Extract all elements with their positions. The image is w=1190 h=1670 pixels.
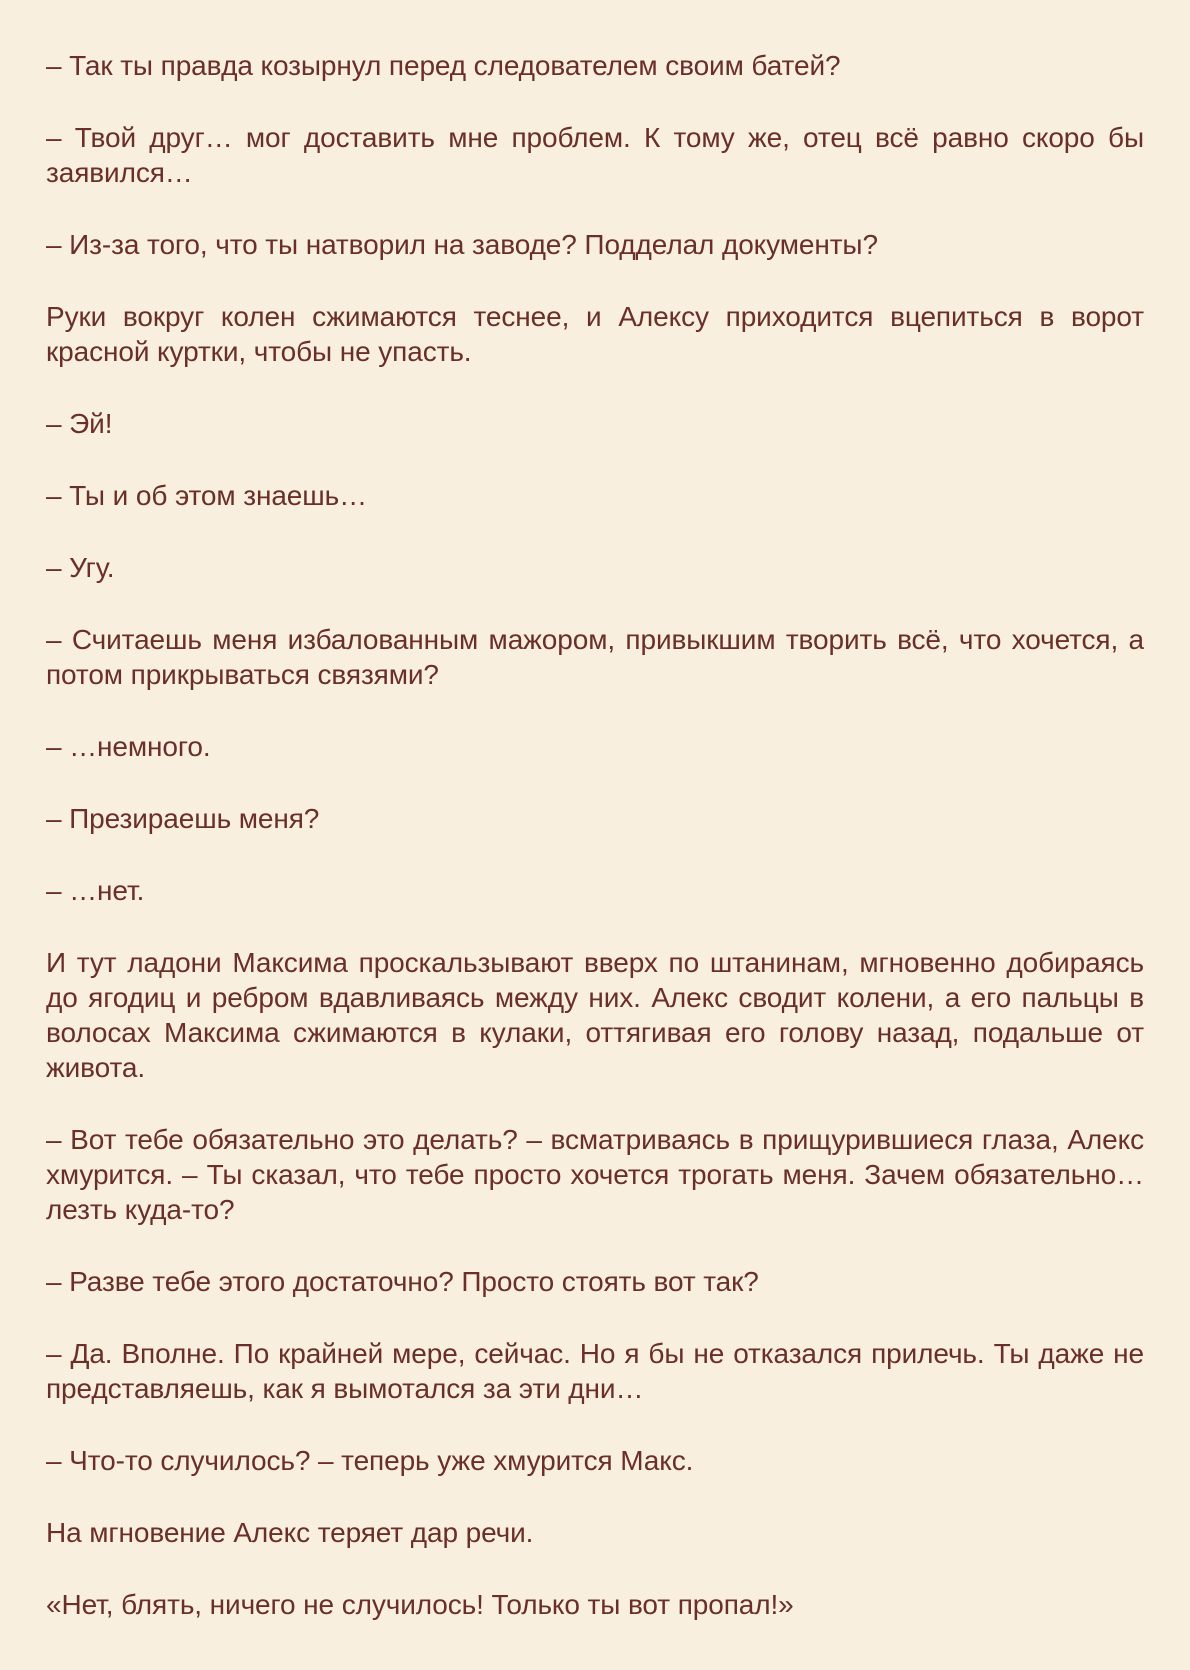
paragraph: На мгновение Алекс теряет дар речи.	[46, 1517, 534, 1548]
paragraph: – Из-за того, что ты натворил на заводе? Подделал документы?	[46, 229, 878, 260]
paragraph: – Разве тебе этого достаточно? Просто стоять вот так?	[46, 1266, 759, 1297]
paragraph: – …немного.	[46, 731, 211, 762]
paragraph: – Твой друг… мог доставить мне проблем. К тому же, отец всё равно скоро бы заявился…	[46, 122, 1144, 188]
paragraph: – …нет.	[46, 875, 145, 906]
paragraph: – Да. Вполне. По крайней мере, сейчас. Но я бы не отказался прилечь. Ты даже не представляешь, как я вымотался за эти дни…	[46, 1338, 1144, 1404]
paragraph: – Угу.	[46, 552, 115, 583]
paragraph: – Так ты правда козырнул перед следователем своим батей?	[46, 50, 841, 81]
paragraph: – Презираешь меня?	[46, 803, 320, 834]
text-page	[46, 48, 1144, 1659]
paragraph: – Считаешь меня избалованным мажором, привыкшим творить всё, что хочется, а потом прикрываться связями?	[46, 624, 1144, 690]
paragraph: «Нет, блять, ничего не случилось! Только ты вот пропал!»	[46, 1589, 794, 1620]
paragraph: – Вот тебе обязательно это делать? – всматриваясь в прищурившиеся глаза, Алекс хмурится. – Ты сказал, что тебе просто хочется трогать меня. Зачем обязательно… лезть куда-то?	[46, 1124, 1144, 1225]
paragraph: – Ты и об этом знаешь…	[46, 480, 368, 511]
paragraph: И тут ладони Максима проскальзывают вверх по штанинам, мгновенно добираясь до ягодиц и ребром вдавливаясь между них. Алекс сводит колени, а его пальцы в волосах Максима сжимаются в кулаки, оттягивая его голову назад, подальше от живота.	[46, 947, 1144, 1083]
paragraph: – Эй!	[46, 408, 113, 439]
paragraph: Руки вокруг колен сжимаются теснее, и Алексу приходится вцепиться в ворот красной куртки, чтобы не упасть.	[46, 301, 1144, 367]
paragraph: – Что-то случилось? – теперь уже хмурится Макс.	[46, 1445, 694, 1476]
